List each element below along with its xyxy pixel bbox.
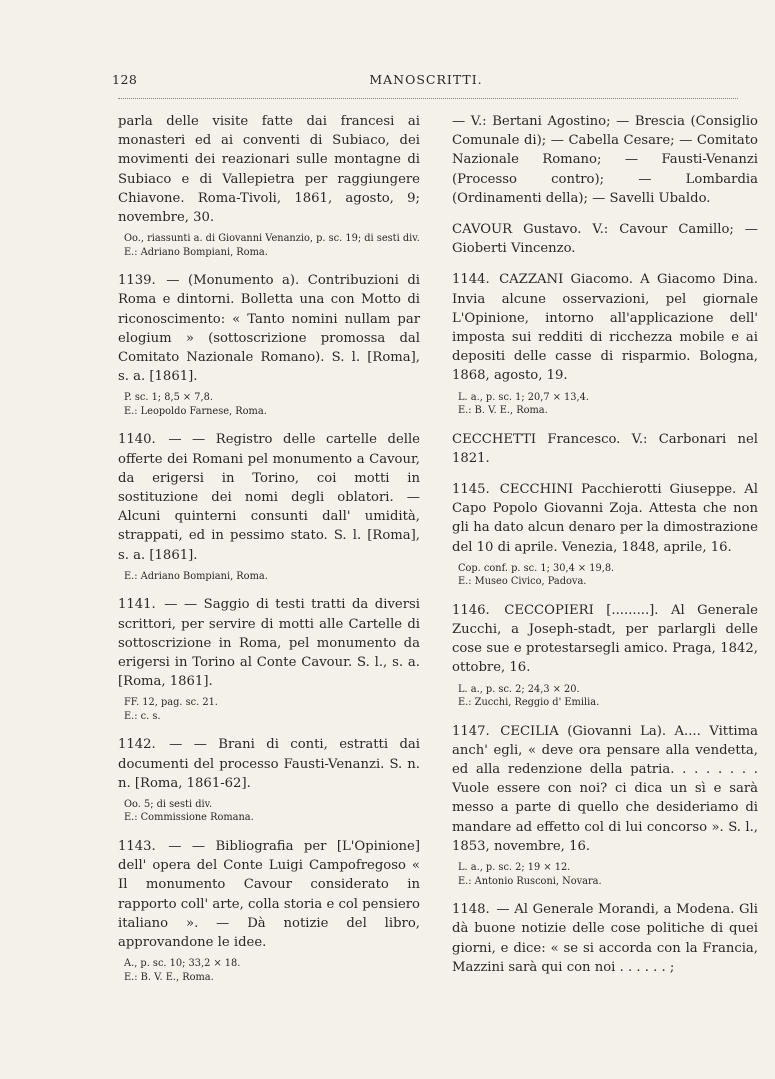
meta-description: L. a., p. sc. 2; 19 × 12. [458,862,571,874]
entry-continued [118,112,420,259]
meta-owner: E.: Leopoldo Farnese, Roma. [124,405,267,417]
entry-number: 1144. [452,272,490,288]
entry-meta [124,696,420,723]
entry-text: — — Saggio di testi tratti da diversi scrittori, per servire di motti alle Cartelle di sottoscrizione in Roma, pel monumento da erigersi in Torino al Conte Cavour. S. l., s. a. [Roma, 1861]. [118,597,420,690]
right-column [452,112,758,989]
entry-meta [124,957,420,984]
cross-reference-text: CAVOUR Gustavo. V.: Cavour Camillo; — Gioberti Vincenzo. [452,222,758,257]
entry-text: CECCOPIERI [.........]. Al Generale Zucchi, a Joseph-stadt, per parlargli delle cose sue e protestarsegli amico. Praga, 1842, ottobre, 16. [452,602,758,676]
meta-description: Oo., riassunti a. di Giovanni Venanzio, p. sc. 19; di sesti div. [124,233,420,245]
cross-reference-text: — V.: Bertani Agostino; — Brescia (Consiglio Comunale di); — Cabella Cesare; — Comitato Nazionale Romano; — Fausti-Venanzi (Processo contro); — Lombardia (Ordinamenti della); — Savelli Ubaldo. [452,114,758,206]
meta-description: Oo. 5; di sesti div. [124,798,213,810]
entry-meta [124,570,420,584]
entry-text: parla delle visite fatte dai francesi ai monasteri ed ai conventi di Subiaco, dei movimenti dei reazionari sulle montagne di Subiaco e di Vallepietra per raggiungere Chiavone. Roma-Tivoli, 1861, agosto, 9; novembre, 30. [118,114,420,226]
entry-text: — — Registro delle cartelle delle offerte dei Romani pel monumento a Cavour, da erigersi in Torino, coi motti in sostituzione dei nomi degli oblatori. — Alcuni quinterni consunti dall' umidità, strappati, ed in pessimo stato. S. l. [Roma], s. a. [1861]. [118,432,420,563]
entry-text: CECCHINI Pacchierotti Giuseppe. Al Capo Popolo Giovanni Zoja. Attesta che non gli ha dato alcun denaro per la dimostrazione del 10 di aprile. Venezia, 1848, aprile, 16. [452,482,758,555]
entry-number: 1140. [118,432,156,448]
entry-number: 1142. [118,737,156,753]
page-header [112,72,740,92]
entry-meta [124,232,420,259]
left-column [118,112,420,996]
entry-text: — (Monumento a). Contribuzioni di Roma e dintorni. Bolletta una con Motto di riconoscimento: « Tanto nomini nullam par elogium » (sottoscrizione promossa dal Comitato Nazionale Romano). S. l. [Roma], s. a. [1861]. [118,273,420,385]
entry-text: — — Bibliografia per [L'Opinione] dell' opera del Conte Luigi Campofregoso « Il monumento Cavour considerato in rapporto coll' arte, colla storia e col pensiero italiano ». — Dà notizie del libro, approvandone le idee. [118,838,420,950]
entry-meta [458,683,758,710]
entry-text: — — Brani di conti, estratti dai documenti del processo Fausti-Venanzi. S. n. n. [Roma, 1861-62]. [118,737,420,791]
meta-description: Cop. conf. p. sc. 1; 30,4 × 19,8. [458,562,615,574]
meta-owner: E.: Commissione Romana. [124,812,254,824]
entry-1148 [452,900,758,977]
cross-reference [452,112,758,208]
entry-text: — Al Generale Morandi, a Modena. Gli dà buone notizie delle cose politiche di quei giorni, e dice: « se si accorda con la Francia, Mazzini sarà qui con noi . . . . . . ; [452,902,758,975]
cross-reference-text: CECCHETTI Francesco. V.: Carbonari nel 1821. [452,431,758,466]
entry-1145 [452,480,758,589]
meta-description: L. a., p. sc. 2; 24,3 × 20. [458,683,580,695]
entry-meta [458,562,758,589]
entry-number: 1139. [118,273,156,289]
entry-meta [458,391,758,418]
entry-1139 [118,271,420,418]
page-number: 128 [112,72,138,87]
entry-1140 [118,430,420,583]
cross-reference [452,430,758,468]
meta-description: L. a., p. sc. 1; 20,7 × 13,4. [458,391,589,403]
meta-owner: E.: B. V. E., Roma. [458,405,548,417]
entry-meta [458,861,758,888]
entry-1143 [118,837,420,984]
entry-1144 [452,270,758,417]
meta-description: A., p. sc. 10; 33,2 × 18. [124,958,241,970]
entry-number: 1147. [452,723,490,739]
meta-owner: E.: Adriano Bompiani, Roma. [124,246,268,258]
meta-owner: E.: Zucchi, Reggio d' Emilia. [458,697,600,709]
cross-reference [452,220,758,258]
meta-description: FF. 12, pag. sc. 21. [124,697,218,709]
entry-number: 1141. [118,597,156,613]
meta-owner: E.: Adriano Bompiani, Roma. [124,570,268,582]
entry-1142 [118,735,420,825]
entry-1141 [118,595,420,723]
entry-meta [124,391,420,418]
meta-owner: E.: c. s. [124,710,161,722]
entry-1146 [452,601,758,710]
entry-number: 1148. [452,902,490,918]
running-title: MANOSCRITTI. [369,72,483,87]
entry-number: 1143. [118,838,156,854]
entry-text: CAZZANI Giacomo. A Giacomo Dina. Invia alcune osservazioni, pel giornale L'Opinione, intorno all'applicazione dell' imposta sui redditi di ricchezza mobile e ai depositi delle casse di risparmio. Bologna, 1868, agosto, 19. [452,272,758,384]
entry-number: 1145. [452,482,490,498]
meta-description: P. sc. 1; 8,5 × 7,8. [124,392,213,404]
entry-text: CECILIA (Giovanni La). A.... Vittima anch' egli, « deve ora pensare alla vendetta, ed alla redenzione della patria. . . . . . . . Vuole essere con noi? ci dica un sì e sarà messo a parte di quello che desideriamo di mandare ad effetto col di lui concorso ». S. l., 1853, novembre, 16. [452,723,758,854]
entry-1147 [452,722,758,888]
meta-owner: E.: Museo Civico, Padova. [458,576,587,588]
meta-owner: E.: Antonio Rusconi, Novara. [458,875,602,887]
entry-meta [124,798,420,825]
entry-number: 1146. [452,602,490,618]
meta-owner: E.: B. V. E., Roma. [124,971,214,983]
header-rule [118,98,738,99]
